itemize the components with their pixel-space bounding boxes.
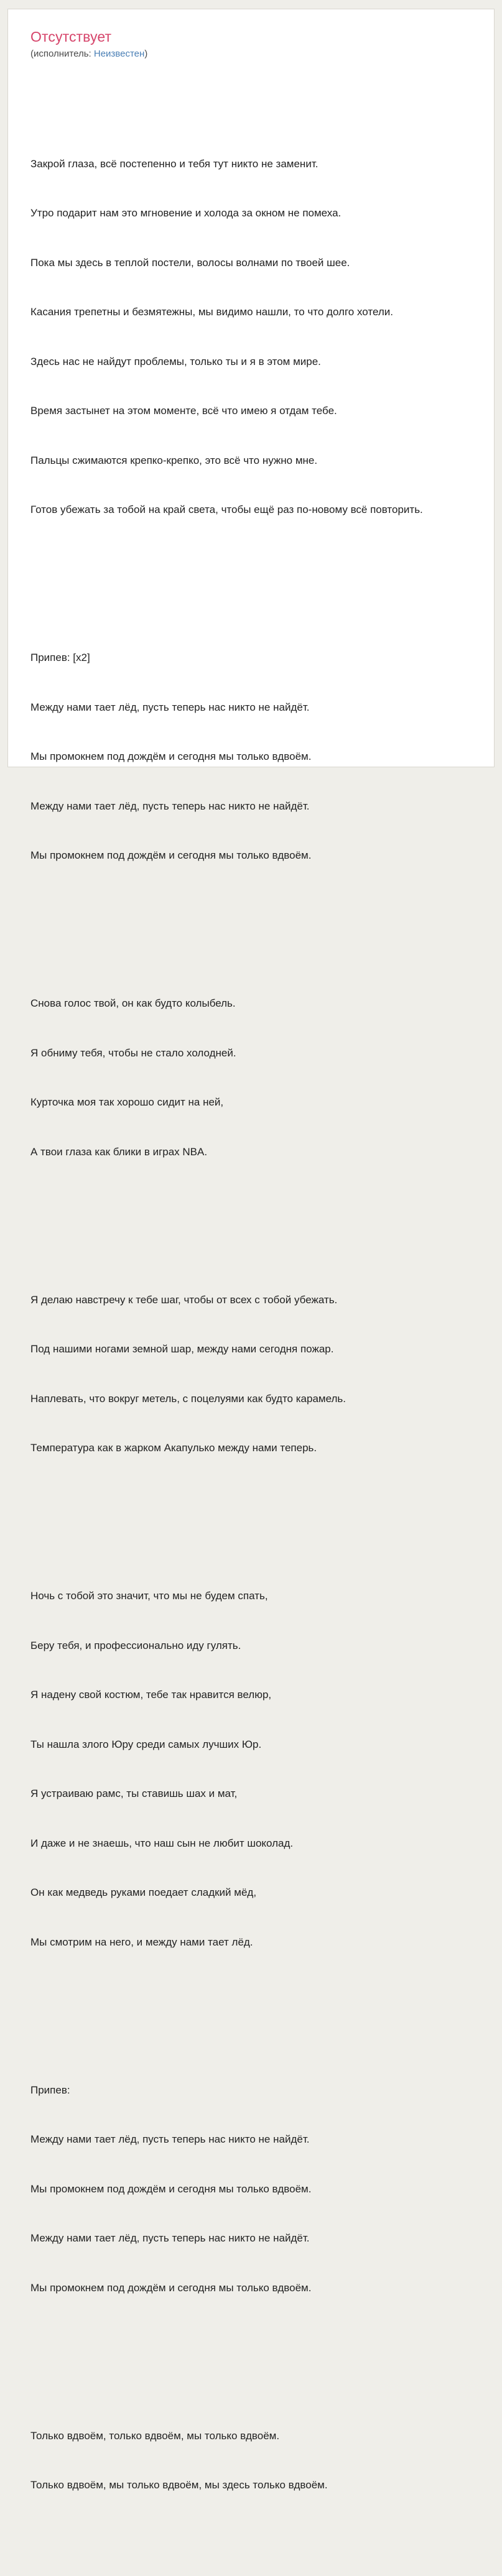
lyrics-line: Припев: [x2]	[30, 652, 90, 663]
lyrics-verse	[30, 2395, 472, 2527]
lyrics-line: Беру тебя, и профессионально иду гулять.	[30, 1639, 241, 1651]
lyrics-line: Температура как в жарком Акапулько между нами теперь.	[30, 1442, 317, 1454]
artist-prefix-label: (исполнитель:	[30, 48, 94, 59]
lyrics-line: Мы смотрим на него, и между нами тает лёд.	[30, 1936, 253, 1948]
lyrics-verse	[30, 123, 472, 552]
lyrics-line: Мы промокнем под дождём и сегодня мы только вдвоём.	[30, 2182, 312, 2195]
lyrics-line: Ты нашла злого Юру среди самых лучших Юр.	[30, 1738, 262, 1750]
lyrics-line: И даже и не знаешь, что наш сын не любит шоколад.	[30, 1837, 294, 1849]
lyrics-line: Только вдвоём, мы только вдвоём, мы здесь только вдвоём.	[30, 2479, 328, 2491]
lyrics-line: Между нами тает лёд, пусть теперь нас никто не найдёт.	[30, 2133, 310, 2145]
lyrics-line: Я устраиваю рамс, ты ставишь шах и мат,	[30, 1788, 238, 1799]
lyrics-line: Между нами тает лёд, пусть теперь нас никто не найдёт.	[30, 701, 310, 713]
lyrics-line: Под нашими ногами земной шар, между нами сегодня пожар.	[30, 1343, 334, 1355]
lyrics-line: Мы промокнем под дождём и сегодня мы только вдвоём.	[30, 849, 312, 861]
lyrics-line: Пальцы сжимаются крепко-крепко, это всё что нужно мне.	[30, 454, 318, 466]
lyrics-verse	[30, 1259, 472, 1490]
lyrics-line: Между нами тает лёд, пусть теперь нас никто не найдёт.	[30, 800, 310, 812]
artist-link[interactable]: Неизвестен	[93, 48, 145, 59]
lyrics-sheet	[7, 9, 495, 2491]
lyrics-line: Утро подарит нам это мгновение и холода за окном не помеха.	[30, 207, 342, 219]
lyrics-line: Я обниму тебя, чтобы не стало холодней.	[30, 1046, 236, 1059]
lyrics-line: Ночь с тобой это значит, что мы не будем спать,	[30, 1590, 268, 1602]
lyrics-line: А твои глаза как блики в играх NBA.	[30, 1145, 208, 1158]
lyrics-line: Время застынет на этом моменте, всё что имею я отдам тебе.	[30, 405, 337, 417]
artist-line	[30, 48, 472, 60]
lyrics-verse	[30, 1555, 472, 1983]
lyrics-line: Мы промокнем под дождём и сегодня мы только вдвоём.	[30, 2281, 312, 2294]
page-title: Отсутствует	[30, 29, 112, 45]
lyrics-line: Только вдвоём, только вдвоём, мы только вдвоём.	[30, 2429, 280, 2442]
lyrics-body	[30, 73, 472, 2576]
lyrics-line: Мы промокнем под дождём и сегодня мы только вдвоём.	[30, 750, 312, 762]
artist-suffix-label: )	[144, 48, 148, 59]
lyrics-line: Курточка моя так хорошо сидит на ней,	[30, 1096, 224, 1108]
lyrics-line: Наплевать, что вокруг метель, с поцелуями как будто карамель.	[30, 1392, 346, 1405]
lyrics-line: Я надену свой костюм, тебе так нравится велюр,	[30, 1689, 272, 1701]
lyrics-line: Пока мы здесь в теплой постели, волосы волнами по твоей шее.	[30, 256, 350, 269]
lyrics-line: Он как медведь руками поедает сладкий мёд,	[30, 1886, 257, 1898]
lyrics-line: Припев:	[30, 2084, 70, 2096]
lyrics-line: Между нами тает лёд, пусть теперь нас никто не найдёт.	[30, 2232, 310, 2244]
lyrics-line: Я делаю навстречу к тебе шаг, чтобы от всех с тобой убежать.	[30, 1293, 338, 1306]
lyrics-verse	[30, 2049, 472, 2330]
lyrics-line: Здесь нас не найдут проблемы, только ты и я в этом мире.	[30, 355, 321, 367]
lyrics-verse	[30, 617, 472, 897]
lyrics-verse	[30, 963, 472, 1193]
lyrics-line: Готов убежать за тобой на край света, чтобы ещё раз по-новому всё повторить.	[30, 504, 423, 515]
lyrics-line: Закрой глаза, всё постепенно и тебя тут никто не заменит.	[30, 157, 318, 170]
lyrics-line: Снова голос твой, он как будто колыбель.	[30, 997, 236, 1009]
lyrics-line: Касания трепетны и безмятежны, мы видимо нашли, то что долго хотели.	[30, 306, 393, 318]
